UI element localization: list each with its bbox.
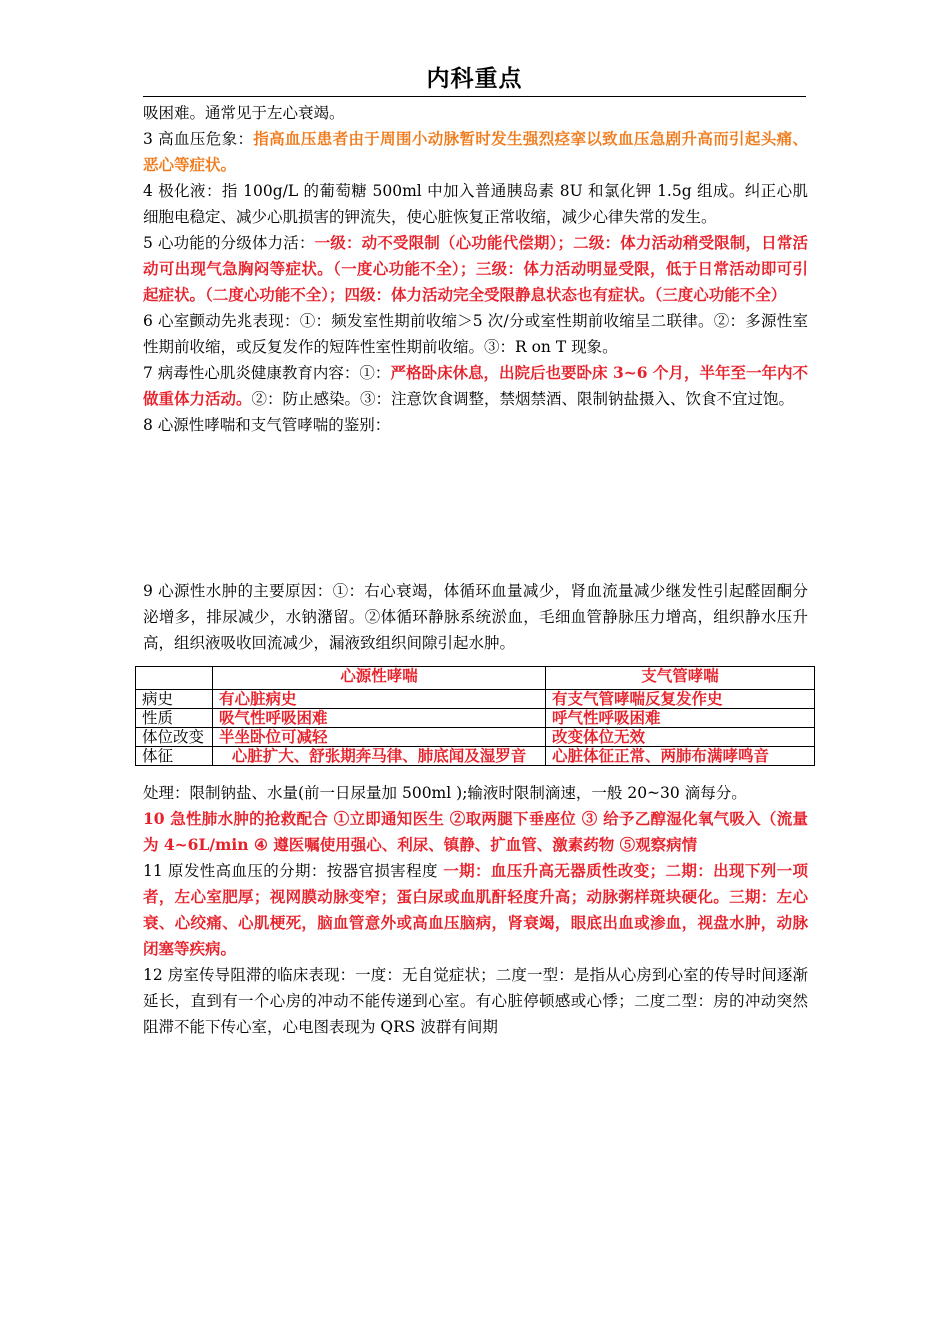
table-row (136, 690, 815, 709)
bronchial-cell: 有支气管哮喘反复发作史 (546, 690, 815, 709)
p7-lead: 7 病毒性心肌炎健康教育内容：①： (143, 364, 391, 382)
paragraph-8: 8 心源性哮喘和支气管哮喘的鉴别： (143, 416, 391, 434)
row-label: 病史 (136, 690, 213, 709)
paragraph-11 (143, 858, 808, 962)
cardiac-cell: 半坐卧位可减轻 (213, 728, 546, 747)
cardiac-cell: 吸气性呼吸困难 (213, 709, 546, 728)
p3-highlight: 指高血压患者由于周围小动脉暂时发生强烈痉挛以致血压急剧升高而引起头痛、恶心等症状。 (143, 129, 808, 174)
p5-highlight: 一级：动不受限制（心功能代偿期）；二级：体力活动稍受限制，日常活动可出现气急胸闷等症状。（一度心功能不全）；三级：体力活动明显受限，低于日常活动即可引起症状。（二度心功能不全）；四级：体力活动完全受限静息状态也有症状。（三度心功能不全） (143, 233, 808, 304)
paragraph-7 (143, 360, 808, 412)
document-body (143, 100, 808, 1040)
row-label: 性质 (136, 709, 213, 728)
row-label: 体位改变 (136, 728, 213, 747)
paragraph-3 (143, 126, 808, 178)
p7-tail: ②：防止感染。③：注意饮食调整，禁烟禁酒、限制钠盐摄入、饮食不宜过饱。 (251, 390, 795, 408)
table-header-empty (136, 667, 213, 690)
paragraph-continuation: 吸困难。通常见于左心衰竭。 (143, 104, 345, 122)
bronchial-cell: 心脏体征正常、两肺布满哮鸣音 (546, 747, 815, 766)
paragraph-9: 9 心源性水肿的主要原因：①：右心衰竭，体循环血量减少，肾血流量减少继发性引起醛固酮分泌增多，排尿减少，水钠潴留。②体循环静脉系统淤血，毛细血管静脉压力增高，组织静水压升高，组织液吸收回流减少，漏液致组织间隙引起水肿。 (143, 582, 808, 652)
table-header-cardiac: 心源性哮喘 (213, 667, 546, 690)
blank-space (143, 438, 808, 578)
paragraph-12: 12 房室传导阻滞的临床表现：一度：无自觉症状；二度一型：是指从心房到心室的传导时间逐渐延长，直到有一个心房的冲动不能传递到心室。有心脏停顿感或心悸；二度二型：房的冲动突然阻滞不能下传心室，心电图表现为 QRS 波群有间期 (143, 966, 808, 1036)
table-row (136, 709, 815, 728)
page-header (143, 62, 806, 97)
table-row (136, 747, 815, 766)
p11-lead: 11 原发性高血压的分期：按器官损害程度 (143, 862, 444, 880)
paragraph-6: 6 心室颤动先兆表现：①：频发室性期前收缩＞5 次/分或室性期前收缩呈二联律。②：多源性室性期前收缩，或反复发作的短阵性室性期前收缩。③：R on T 现象。 (143, 312, 808, 356)
table-header-bronchial: 支气管哮喘 (546, 667, 815, 690)
p5-lead: 5 心功能的分级体力活： (143, 234, 315, 252)
cardiac-cell: 有心脏病史 (213, 690, 546, 709)
paragraph-10: 10 急性肺水肿的抢救配合 ①立即通知医生 ②取两腿下垂座位 ③ 给予乙醇湿化氧气吸入（流量为 4~6L/min ④ 遵医嘱使用强心、利尿、镇静、扩血管、激素药物 ⑤观察病情 (143, 809, 808, 854)
paragraph-4: 4 极化液：指 100g/L 的葡萄糖 500ml 中加入普通胰岛素 8U 和氯化钾 1.5g 组成。纠正心肌细胞电稳定、减少心肌损害的钾流失，使心脏恢复正常收缩，减少心律失常的发生。 (143, 182, 808, 226)
comparison-table (135, 666, 815, 766)
p11-highlight: 一期：血压升高无器质性改变；二期：出现下列一项者，左心室肥厚；视网膜动脉变窄；蛋白尿或血肌酐轻度升高；动脉粥样斑块硬化。三期：左心衰、心绞痛、心肌梗死，脑血管意外或高血压脑病，肾衰竭，眼底出血或渗血，视盘水肿，动脉闭塞等疾病。 (143, 861, 808, 958)
page-title: 内科重点 (426, 66, 523, 92)
paragraph-5 (143, 230, 808, 308)
treatment-paragraph: 处理：限制钠盐、水量(前一日尿量加 500ml );输液时限制滴速，一般 20~30 滴每分。 (143, 784, 747, 802)
p7-highlight: 严格卧床休息，出院后也要卧床 3~6 个月，半年至一年内不做重体力活动。 (143, 363, 808, 408)
table-header-row (136, 667, 815, 690)
p3-lead: 3 高血压危象： (143, 130, 254, 148)
row-label: 体征 (136, 747, 213, 766)
cardiac-cell: 心脏扩大、舒张期奔马律、肺底闻及湿罗音 (213, 747, 546, 766)
bronchial-cell: 呼气性呼吸困难 (546, 709, 815, 728)
bronchial-cell: 改变体位无效 (546, 728, 815, 747)
table-row (136, 728, 815, 747)
